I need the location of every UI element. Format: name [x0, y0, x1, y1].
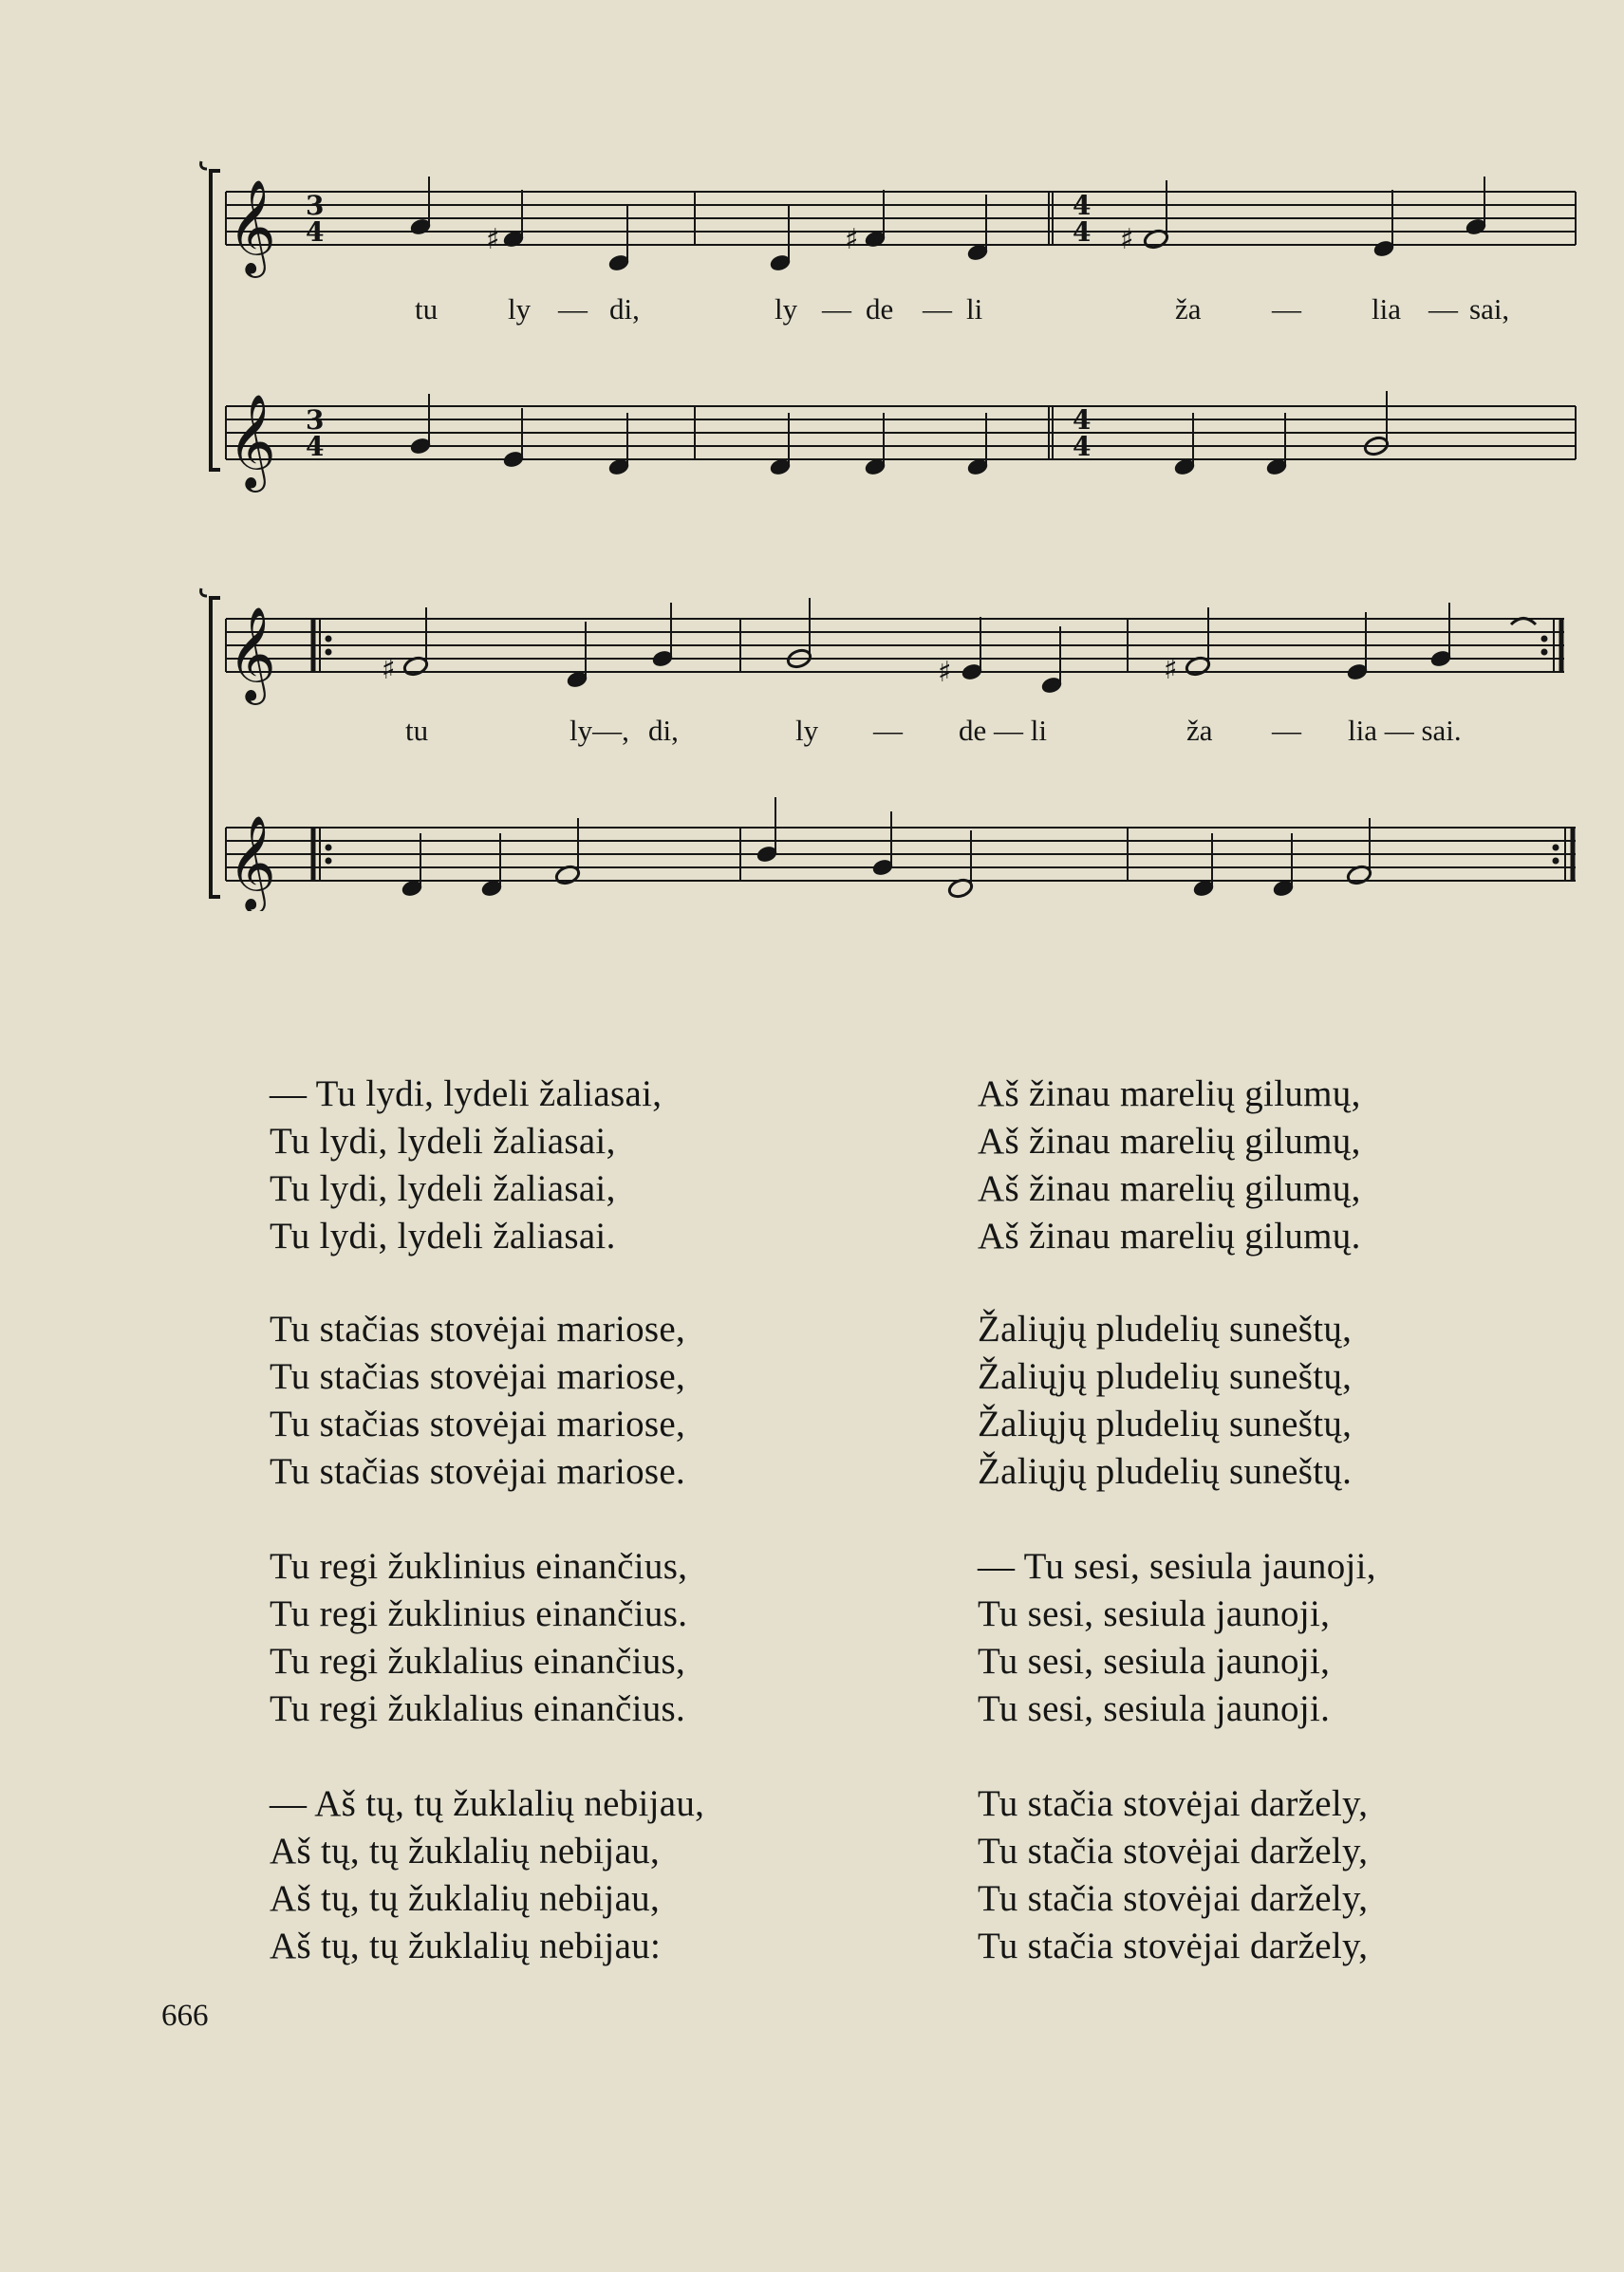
verse-line: Tu sesi, sesiula jaunoji.	[978, 1688, 1331, 1729]
svg-text:4: 4	[306, 216, 325, 248]
lyric-syllable: —	[873, 714, 903, 747]
score-system-2	[0, 0, 1624, 911]
verse-line: Tu lydi, lydeli žaliasai.	[270, 1216, 616, 1257]
treble-clef-icon	[228, 606, 276, 705]
svg-text:♯: ♯	[1120, 223, 1134, 256]
lyric-syllable: di,	[648, 714, 679, 747]
lyric-syllable: tu	[415, 292, 439, 326]
verse-line: Tu regi žuklalius einančius,	[270, 1641, 686, 1682]
lyric-syllable: lia — sai.	[1348, 714, 1462, 747]
svg-text:4: 4	[1073, 216, 1092, 248]
lyric-syllable: tu	[405, 714, 429, 747]
lyric-syllable: ly	[775, 292, 798, 326]
verse-line: Tu regi žuklinius einančius.	[270, 1593, 688, 1634]
verse-line: Aš žinau marelių gilumų,	[978, 1168, 1361, 1209]
svg-text:♯: ♯	[486, 223, 500, 256]
verse-line: Aš žinau marelių gilumų,	[978, 1121, 1361, 1162]
system-bracket	[201, 588, 220, 897]
verse-line: Žaliųjų pludelių suneštų.	[978, 1451, 1353, 1492]
verse-line: Aš tų, tų žuklalių nebijau,	[270, 1831, 661, 1872]
verse-line: Aš žinau marelių gilumų.	[978, 1216, 1361, 1257]
verse-line: Žaliųjų pludelių suneštų,	[978, 1404, 1353, 1444]
verse-line: Tu sesi, sesiula jaunoji,	[978, 1593, 1331, 1634]
lyric-syllable: —	[558, 292, 588, 326]
verse-line: Tu sesi, sesiula jaunoji,	[978, 1641, 1331, 1682]
verse-line: Aš tų, tų žuklalių nebijau:	[270, 1926, 662, 1966]
lyric-syllable: ly	[508, 292, 532, 326]
lyric-syllable: ža	[1186, 714, 1213, 747]
lyric-syllable: ly	[795, 714, 819, 747]
svg-text:4: 4	[1073, 404, 1092, 436]
svg-text:4: 4	[306, 431, 325, 462]
svg-text:𝄞: 𝄞	[228, 606, 276, 701]
verse-line: Žaliųjų pludelių suneštų,	[978, 1356, 1353, 1397]
svg-text:4: 4	[1073, 190, 1092, 221]
verse-line: Tu stačias stovėjai mariose,	[270, 1356, 686, 1397]
verse-line: Aš žinau marelių gilumų,	[978, 1073, 1361, 1114]
lyric-syllable: di,	[609, 292, 640, 326]
lyric-syllable: de — li	[959, 714, 1047, 747]
verse-line: Tu stačias stovėjai mariose.	[270, 1451, 686, 1492]
svg-text:♯: ♯	[382, 653, 396, 686]
page-number: 666	[161, 1999, 209, 2033]
svg-text:𝄞: 𝄞	[228, 815, 276, 910]
verse-line: Tu stačias stovėjai mariose,	[270, 1309, 686, 1350]
staff-lower	[226, 828, 1576, 881]
verse-line: Tu stačia stovėjai daržely,	[978, 1926, 1369, 1966]
verse-line: Tu regi žuklinius einančius,	[270, 1546, 688, 1587]
svg-text:♯: ♯	[938, 656, 952, 689]
verse-line: — Aš tų, tų žuklalių nebijau,	[270, 1783, 705, 1824]
verse-line: Tu regi žuklalius einančius.	[270, 1688, 686, 1729]
notes-lower	[401, 797, 1372, 900]
verse-line: Tu lydi, lydeli žaliasai,	[270, 1121, 616, 1162]
verse-line: Tu stačia stovėjai daržely,	[978, 1783, 1369, 1824]
svg-text:3: 3	[306, 190, 325, 221]
verse-line: Tu lydi, lydeli žaliasai,	[270, 1168, 616, 1209]
lyric-syllable: li	[966, 292, 983, 326]
svg-text:3: 3	[306, 404, 325, 436]
verse-line: — Tu lydi, lydeli žaliasai,	[270, 1073, 663, 1114]
lyric-syllable: lia	[1372, 292, 1401, 326]
verse-line: Tu stačia stovėjai daržely,	[978, 1831, 1369, 1872]
lyric-syllable: sai,	[1469, 292, 1510, 326]
verse-line: Tu stačias stovėjai mariose,	[270, 1404, 686, 1444]
svg-text:𝄞: 𝄞	[228, 179, 276, 274]
lyric-syllable: de	[866, 292, 894, 326]
treble-clef-icon	[228, 815, 276, 911]
lyric-syllable: ly—,	[569, 714, 629, 747]
lyric-syllable: ža	[1175, 292, 1202, 326]
verse-line: Aš tų, tų žuklalių nebijau,	[270, 1878, 661, 1919]
lyric-syllable: —	[1272, 292, 1301, 326]
lyric-syllable: —	[1272, 714, 1301, 747]
svg-text:♯: ♯	[845, 223, 859, 256]
svg-text:4: 4	[1073, 431, 1092, 462]
lyric-syllable: —	[1428, 292, 1458, 326]
verse-line: Žaliųjų pludelių suneštų,	[978, 1309, 1353, 1350]
verse-line: — Tu sesi, sesiula jaunoji,	[978, 1546, 1376, 1587]
svg-text:𝄞: 𝄞	[228, 394, 276, 489]
svg-text:♯: ♯	[1164, 653, 1178, 686]
verse-line: Tu stačia stovėjai daržely,	[978, 1878, 1369, 1919]
lyric-syllable: —	[923, 292, 952, 326]
lyric-syllable: —	[822, 292, 851, 326]
